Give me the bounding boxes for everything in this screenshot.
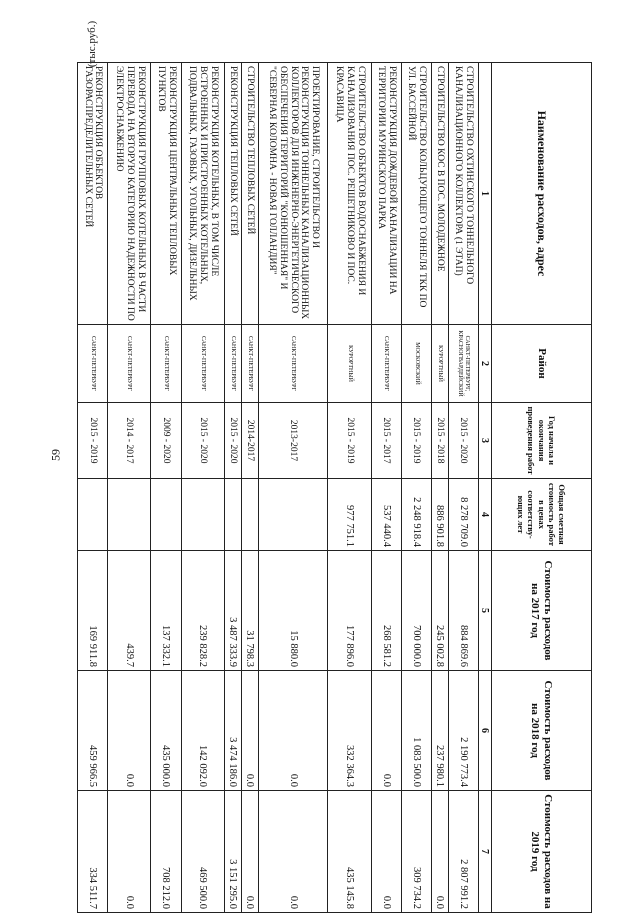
header-2017: Стоимость расходов на 2017 год bbox=[492, 551, 592, 671]
column-index: 5 bbox=[479, 551, 492, 671]
row-2019: 0.0 bbox=[258, 791, 328, 913]
row-period: 2015 - 2019 bbox=[328, 403, 371, 479]
column-index: 3 bbox=[479, 403, 492, 479]
row-district: КУРОРТНЫЙ bbox=[431, 325, 448, 403]
row-total bbox=[258, 479, 328, 551]
header-2019: Стоимость расходов на 2019 год bbox=[492, 791, 592, 913]
row-2019: 309 734.2 bbox=[401, 791, 431, 913]
row-total bbox=[241, 479, 258, 551]
row-district: САНКТ-ПЕТЕРБУРГ bbox=[108, 325, 151, 403]
row-name: РЕКОНСТРУКЦИЯ ГРУППОВЫХ КОТЕЛЬНЫХ В ЧАСТИ ПЕРЕВОДА НА ВТОРУЮ КАТЕГОРИЮ НАДЕЖНОСТИ ПО ЭЛЕКТРОСНАБЖЕНИЮ bbox=[108, 63, 151, 325]
row-name: СТРОИТЕЛЬСТВО ОХТИНСКОГО ТОННЕЛЬНОГО КАНАЛИЗАЦИОННОГО КОЛЛЕКТОРА (1 ЭТАП) bbox=[448, 63, 478, 325]
row-period: 2013-2017 bbox=[258, 403, 328, 479]
table-row bbox=[151, 63, 181, 913]
column-index: 2 bbox=[479, 325, 492, 403]
row-period: 2015 - 2018 bbox=[431, 403, 448, 479]
row-district: САНКТ-ПЕТЕРБУРГ bbox=[224, 325, 241, 403]
row-name: СТРОИТЕЛЬСТВО ТЕПЛОВЫХ СЕТЕЙ bbox=[241, 63, 258, 325]
row-name: РЕКОНСТРУКЦИЯ ОБЪЕКТОВ ГАЗОРАСПРЕДЕЛИТЕЛЬНЫХ СЕТЕЙ bbox=[78, 63, 108, 325]
row-2017: 15 880.0 bbox=[258, 551, 328, 671]
row-2017: 439.7 bbox=[108, 551, 151, 671]
row-name: РЕКОНСТРУКЦИЯ ДОЖДЕВОЙ КАНАЛИЗАЦИИ НА ТЕРРИТОРИИ МУРИНСКОГО ПАРКА bbox=[371, 63, 401, 325]
row-total bbox=[181, 479, 224, 551]
row-2018: 0.0 bbox=[108, 671, 151, 791]
row-period: 2009 - 2020 bbox=[151, 403, 181, 479]
row-district: САНКТ-ПЕТЕРБУРГ bbox=[241, 325, 258, 403]
row-total: 8 278 709.0 bbox=[448, 479, 478, 551]
table-body bbox=[78, 63, 479, 913]
row-period: 2015 - 2020 bbox=[181, 403, 224, 479]
row-name: СТРОИТЕЛЬСТВО КОЛЬЦУЮЩЕГО ТОННЕЛЯ ТКК ПО УЛ. БАССЕЙНОЙ bbox=[401, 63, 431, 325]
row-district: МОСКОВСКИЙ bbox=[401, 325, 431, 403]
row-2017: 884 869.6 bbox=[448, 551, 478, 671]
table-row bbox=[181, 63, 224, 913]
row-name: РЕКОНСТРУКЦИЯ КОТЕЛЬНЫХ, В ТОМ ЧИСЛЕ ВСТРОЕННЫХ И ПРИСТРОЕННЫХ КОТЕЛЬНЫХ, ПОДВАЛЬНЫХ, ГАЗОВЫХ, УГОЛЬНЫХ, ДИЗЕЛЬНЫХ bbox=[181, 63, 224, 325]
row-name: РЕКОНСТРУКЦИЯ ТЕПЛОВЫХ СЕТЕЙ bbox=[224, 63, 241, 325]
table-row bbox=[78, 63, 108, 913]
row-district: САНКТ-ПЕТЕРБУРГ bbox=[181, 325, 224, 403]
row-total: 977 751.1 bbox=[328, 479, 371, 551]
row-2017: 700 000.0 bbox=[401, 551, 431, 671]
row-2018: 142 092.0 bbox=[181, 671, 224, 791]
table-row bbox=[401, 63, 431, 913]
row-2018: 332 364.3 bbox=[328, 671, 371, 791]
row-total bbox=[108, 479, 151, 551]
row-period: 2014 - 2017 bbox=[108, 403, 151, 479]
row-period: 2015 - 2020 bbox=[448, 403, 478, 479]
row-district: САНКТ-ПЕТЕРБУРГ bbox=[78, 325, 108, 403]
table-row bbox=[108, 63, 151, 913]
row-name: СТРОИТЕЛЬСТВО ОБЪЕКТОВ ВОДОСНАБЖЕНИЯ И КАНАЛИЗОВАНИЯ ПОС. РЕШЕТНИКОВО И ПОС. КРАСАВИЦА bbox=[328, 63, 371, 325]
row-name: ПРОЕКТИРОВАНИЕ, СТРОИТЕЛЬСТВО И РЕКОНСТРУКЦИЯ ТОННЕЛЬНЫХ КАНАЛИЗАЦИОННЫХ КОЛЛЕКТОРОВ ДЛЯ ИНЖЕНЕРНО-ЭНЕРГЕТИЧЕСКОГО ОБЕСПЕЧЕНИЯ ТЕРРИТОРИЙ "КОНЮШЕННАЯ" И "СЕВЕРНАЯ КОЛОМНА - НОВАЯ ГОЛЛАНДИЯ" bbox=[258, 63, 328, 325]
row-2019: 0.0 bbox=[371, 791, 401, 913]
row-2019: 3 151 295.0 bbox=[224, 791, 241, 913]
row-2017: 268 581.2 bbox=[371, 551, 401, 671]
row-2018: 0.0 bbox=[258, 671, 328, 791]
row-2018: 0.0 bbox=[241, 671, 258, 791]
row-period: 2015 - 2020 bbox=[224, 403, 241, 479]
column-index: 6 bbox=[479, 671, 492, 791]
table-row bbox=[371, 63, 401, 913]
row-total: 886 901.8 bbox=[431, 479, 448, 551]
table-row bbox=[431, 63, 448, 913]
table-row bbox=[241, 63, 258, 913]
row-2019: 0.0 bbox=[241, 791, 258, 913]
row-2018: 435 000.0 bbox=[151, 671, 181, 791]
row-name: РЕКОНСТРУКЦИЯ ЦЕНТРАЛЬНЫХ ТЕПЛОВЫХ ПУНКТОВ bbox=[151, 63, 181, 325]
row-district: КУРОРТНЫЙ bbox=[328, 325, 371, 403]
row-2018: 2 190 773.4 bbox=[448, 671, 478, 791]
header-period: Год начала и окончания проведения работ bbox=[492, 403, 592, 479]
table-row bbox=[258, 63, 328, 913]
row-2018: 459 966.5 bbox=[78, 671, 108, 791]
header-district: Район bbox=[492, 325, 592, 403]
row-2017: 177 896.0 bbox=[328, 551, 371, 671]
row-2018: 1 083 500.0 bbox=[401, 671, 431, 791]
column-index: 7 bbox=[479, 791, 492, 913]
row-2018: 0.0 bbox=[371, 671, 401, 791]
header-2018: Стоимость расходов на 2018 год bbox=[492, 671, 592, 791]
row-district: САНКТ-ПЕТЕРБУРГ bbox=[258, 325, 328, 403]
row-2017: 31 798.3 bbox=[241, 551, 258, 671]
row-2017: 239 828.2 bbox=[181, 551, 224, 671]
row-district: САНКТ-ПЕТЕРБУРГ bbox=[151, 325, 181, 403]
row-2018: 237 980.1 bbox=[431, 671, 448, 791]
row-2019: 2 807 991.2 bbox=[448, 791, 478, 913]
row-period: 2015 - 2019 bbox=[78, 403, 108, 479]
row-district: САНКТ-ПЕТЕРБУРГ bbox=[371, 325, 401, 403]
table-row bbox=[328, 63, 371, 913]
row-2017: 3 487 333.9 bbox=[224, 551, 241, 671]
table-row bbox=[224, 63, 241, 913]
column-index: 4 bbox=[479, 479, 492, 551]
row-2017: 245 002.8 bbox=[431, 551, 448, 671]
row-total bbox=[224, 479, 241, 551]
row-period: 2015 - 2019 bbox=[401, 403, 431, 479]
row-2019: 469 500.0 bbox=[181, 791, 224, 913]
row-period: 2015 - 2017 bbox=[371, 403, 401, 479]
budget-table bbox=[77, 62, 592, 913]
row-2019: 0.0 bbox=[108, 791, 151, 913]
row-total: 2 248 918.4 bbox=[401, 479, 431, 551]
row-2019: 0.0 bbox=[431, 791, 448, 913]
row-total bbox=[151, 479, 181, 551]
row-period: 2014-2017 bbox=[241, 403, 258, 479]
row-2017: 169 911.8 bbox=[78, 551, 108, 671]
row-2019: 435 145.8 bbox=[328, 791, 371, 913]
row-district: САНКТ-ПЕТЕРБУРГ, КРАСНОГВАРДЕЙСКИЙ bbox=[448, 325, 478, 403]
row-2017: 137 332.1 bbox=[151, 551, 181, 671]
header-total: Общая сметная стоимость работ в ценах соответству-ющих лет bbox=[492, 479, 592, 551]
row-2018: 3 474 186.0 bbox=[224, 671, 241, 791]
column-index-row bbox=[479, 63, 492, 913]
budget-table-sheet bbox=[77, 62, 592, 912]
row-name: СТРОИТЕЛЬСТВО КОС В ПОС. МОЛОДЕЖНОЕ bbox=[431, 63, 448, 325]
row-total: 537 440.4 bbox=[371, 479, 401, 551]
table-row bbox=[448, 63, 478, 913]
row-total bbox=[78, 479, 108, 551]
column-index: 1 bbox=[479, 63, 492, 325]
row-2019: 334 511.7 bbox=[78, 791, 108, 913]
header-name: Наименование расходов, адрес bbox=[492, 63, 592, 325]
row-2019: 708 212.0 bbox=[151, 791, 181, 913]
